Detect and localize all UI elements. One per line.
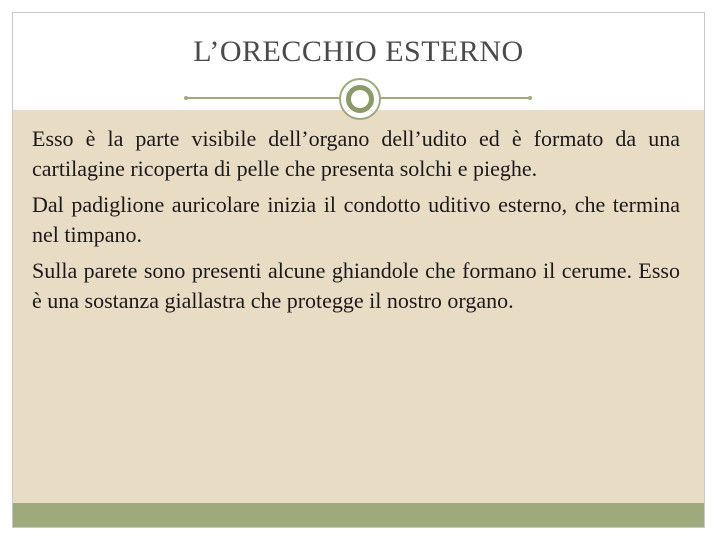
ring-ornament-inner (346, 85, 374, 113)
title-divider-right (380, 97, 530, 99)
paragraph-1: Esso è la parte visibile dell’organo dell’udito ed è formato da una cartilagine ricoperta di pelle che presenta solchi e pieghe. (32, 126, 680, 181)
paragraph-3: Sulla parete sono presenti alcune ghiandole che formano il cerume. Esso è una sostanza giallastra che protegge il nostro organo. (32, 258, 680, 313)
divider-end-dot-left (184, 96, 188, 100)
divider-end-dot-right (528, 96, 532, 100)
footer-bar (13, 503, 704, 527)
paragraph-2: Dal padiglione auricolare inizia il condotto uditivo esterno, che termina nel timpano. (32, 192, 680, 247)
title-divider-left (187, 97, 340, 99)
ring-ornament-icon (339, 78, 381, 120)
slide-title: L’ORECCHIO ESTERNO (193, 35, 524, 68)
body-text (32, 124, 680, 322)
